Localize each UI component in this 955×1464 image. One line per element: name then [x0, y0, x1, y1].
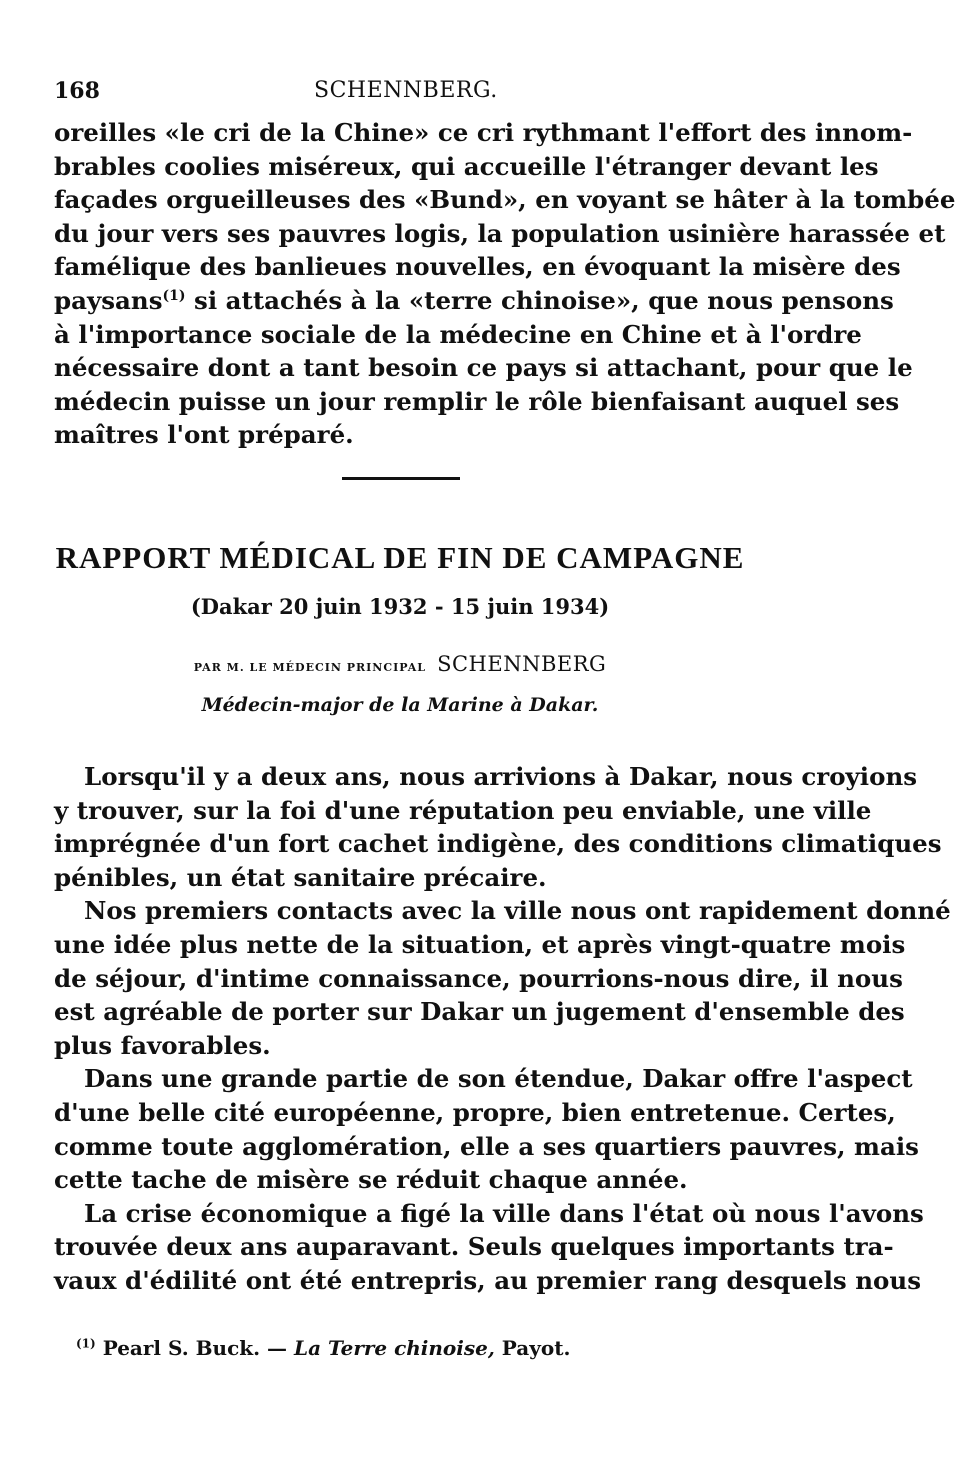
- text-line: une idée plus nette de la situation, et après vingt-quatre mois: [54, 929, 906, 959]
- text-line: plus favorables.: [54, 1030, 271, 1060]
- footnote-marker: (1): [76, 1336, 96, 1351]
- running-head: [54, 78, 754, 108]
- byline-name: SCHENNBERG: [437, 652, 607, 676]
- text-line: est agréable de porter sur Dakar un jugement d'ensemble des: [54, 997, 905, 1027]
- footnote-author: Pearl S. Buck. —: [102, 1336, 288, 1360]
- text-line: trouvée deux ans auparavant. Seuls quelques importants tra-: [54, 1232, 894, 1262]
- text-line: de séjour, d'intime connaissance, pourrions-nous dire, il nous: [54, 963, 903, 993]
- text-line: imprégnée d'un fort cachet indigène, des conditions climatiques: [54, 829, 942, 859]
- text-line: à l'importance sociale de la médecine en Chine et à l'ordre: [54, 319, 862, 349]
- text-line: cette tache de misère se réduit chaque année.: [54, 1165, 688, 1195]
- text-line: pénibles, un état sanitaire précaire.: [54, 862, 547, 892]
- page-number: 168: [54, 78, 100, 104]
- byline: [0, 652, 800, 676]
- text-line: La crise économique a figé la ville dans l'état où nous l'avons: [84, 1198, 924, 1228]
- text-line: famélique des banlieues nouvelles, en évoquant la misère des: [54, 252, 901, 282]
- byline-prefix: PAR M. LE MÉDECIN PRINCIPAL: [193, 661, 426, 674]
- text-line: oreilles «le cri de la Chine» ce cri rythmant l'effort des innom-: [54, 118, 913, 147]
- footnote-reference: (1): [162, 287, 186, 304]
- text-line: comme toute agglomération, elle a ses quartiers pauvres, mais: [54, 1131, 919, 1161]
- text-line: Lorsqu'il y a deux ans, nous arrivions à Dakar, nous croyions: [84, 762, 918, 791]
- text-line: façades orgueilleuses des «Bund», en voyant se hâter à la tombée: [54, 185, 955, 215]
- text-line: y trouver, sur la foi d'une réputation peu enviable, une ville: [54, 795, 872, 825]
- text-line: d'une belle cité européenne, propre, bien entretenue. Certes,: [54, 1097, 896, 1127]
- text-line: brables coolies miséreux, qui accueille l'étranger devant les: [54, 151, 879, 181]
- text-line: du jour vers ses pauvres logis, la population usinière harassée et: [54, 218, 946, 248]
- running-title: SCHENNBERG.: [314, 78, 498, 103]
- line-start: paysans: [54, 285, 163, 315]
- author-affiliation: Médecin-major de la Marine à Dakar.: [201, 694, 599, 716]
- text-line: maîtres l'ont préparé.: [54, 420, 354, 450]
- line-rest: si attachés à la «terre chinoise», que nous pensons: [194, 285, 894, 315]
- text-line: Nos premiers contacts avec la ville nous ont rapidement donné: [84, 896, 951, 926]
- footnote-title: La Terre chinoise,: [294, 1336, 495, 1360]
- text-line: médecin puisse un jour remplir le rôle bienfaisant auquel ses: [54, 386, 900, 416]
- section-divider: [342, 477, 460, 480]
- continued-paragraph: [54, 116, 955, 452]
- article-title: RAPPORT MÉDICAL DE FIN DE CAMPAGNE: [55, 540, 745, 575]
- text-line: Dans une grande partie de son étendue, Dakar offre l'aspect: [84, 1064, 913, 1094]
- article-body: [54, 760, 951, 1298]
- article-dates: (Dakar 20 juin 1932 - 15 juin 1934): [190, 594, 610, 619]
- text-line: [54, 284, 894, 318]
- footnote: [76, 1336, 570, 1360]
- text-line: vaux d'édilité ont été entrepris, au premier rang desquels nous: [54, 1265, 921, 1295]
- text-line: nécessaire dont a tant besoin ce pays si attachant, pour que le: [54, 353, 913, 383]
- footnote-publisher: Payot.: [501, 1336, 571, 1360]
